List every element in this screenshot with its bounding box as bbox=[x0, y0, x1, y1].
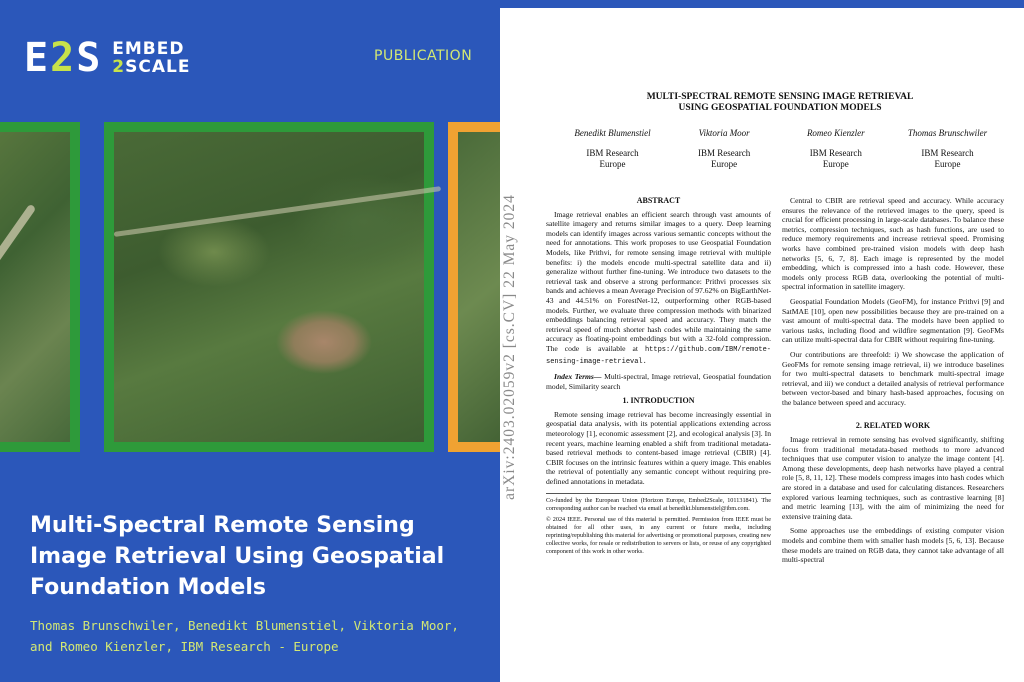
paper-author: Benedikt Blumenstiel IBM Research Europe bbox=[574, 128, 651, 169]
paper-column-right bbox=[782, 196, 1004, 570]
code-link[interactable]: https://github.com/IBM/remote-sensing-image-retrieval. bbox=[546, 345, 772, 366]
paper-authors bbox=[560, 128, 1000, 170]
satellite-tile-left bbox=[0, 122, 80, 452]
introduction-text: Remote sensing image retrieval has become increasingly essential in geospatial data analysis, with its potential applications extending across meteorology [1], economic assessment [2], and ecological analysis [3]. In recent years, machine learning enabled a shift from traditional metadata-based retrieval methods to content-based image retrieval (CBIR) [4]. CBIR focuses on the intrinsic features within a query image. This enables the retrieval of potentially any semantic concept without requiring pre-defined annotations in metadata. bbox=[546, 409, 771, 487]
body-paragraph: Our contributions are threefold: i) We showcase the application of GeoFMs for remote sensing image retrieval, ii) we introduce baselines for two multi-spectral datasets to benchmark multi-spectral image retrieval, and iii) we conduct a detailed analysis of retrieval performance between vector-based and binary hash-based approaches, focusing on the balance between speed and accuracy. bbox=[782, 349, 1004, 407]
body-paragraph: Geospatial Foundation Models (GeoFM), for instance Prithvi [9] and SatMAE [10], open new possibilities because they are pre-trained on a vast amount of multi-spectral data. The models have been applied to various tasks, including flood and wildfire segmentation [9]. GeoFMs can utilize multi-spectral data for CBIR without requiring fine-tuning. bbox=[782, 296, 1004, 345]
publication-title: Multi-Spectral Remote Sensing Image Retrieval Using Geospatial Foundation Models bbox=[30, 513, 445, 600]
paper-author: Thomas Brunschwiler IBM Research Europe bbox=[907, 128, 988, 169]
abstract-text: Image retrieval enables an efficient search through vast amounts of satellite imagery and returns similar images to a query. Deep learning models can identify images across various semantic concepts without the need for annotations. This work proposes to use Geospatial Foundation Models, like Prithvi, for remote sensing image retrieval with multiple benefits: i) the models encode multi-spectral satellite data and ii) generalize without further fine-tuning. We introduce two datasets to the retrieval task and observe a strong performance: Prithvi processes six bands and achieves a mean Average Precision of 97.62% on BigEarthNet-43 and 44.51% on ForestNet-12, outperforming other RGB-based models. Further, we evaluate three compression methods with binarized embeddings balancing retrieval speed and accuracy. They match the retrieval speed of much shorter hash codes while maintaining the same accuracy as floating-point embeddings but with a 32-fold compression. The code is available at https://github.com/IBM/remote-sensing-image-retrieval. bbox=[546, 209, 772, 366]
logo-mark: E2S bbox=[24, 35, 103, 81]
paper-title: MULTI-SPECTRAL REMOTE SENSING IMAGE RETRIEVAL USING GEOSPATIAL FOUNDATION MODELS bbox=[646, 92, 914, 113]
satellite-image-strip bbox=[0, 120, 500, 455]
related-work-heading: 2. RELATED WORK bbox=[855, 421, 931, 431]
publication-authors: Thomas Brunschwiler, Benedikt Blumenstiel, Viktoria Moor, and Romeo Kienzler, IBM Research - Europe bbox=[30, 618, 459, 654]
introduction-heading: 1. INTRODUCTION bbox=[622, 396, 695, 406]
body-paragraph: Image retrieval in remote sensing has evolved significantly, shifting focus from traditional metadata-based methods to more advanced techniques that use computer vision to analyze the image content [4]. Among these developments, deep hash networks have played a central role [5, 8, 11, 12]. These models compress images into hash codes which are stored in a database and used for calculating distances. Researchers explored various learning techniques, such as contrastive learning [8] and metric learning [13], with the aim of minimizing the need for extensive training data. bbox=[782, 435, 1004, 521]
publication-tag: PUBLICATION bbox=[374, 48, 473, 64]
satellite-tile-right bbox=[448, 122, 500, 452]
index-terms: Index Terms— Multi-spectral, Image retrieval, Geospatial foundation model, Similarity search bbox=[546, 372, 771, 391]
footnote: Co-funded by the European Union (Horizon Europe, Embed2Scale, 101131841). The corresponding author can be reached via email at benedikt.blumenstiel@ibm.com. © 2024 IEEE. Personal use of this material is permitted. Permission from IEEE must be obtained for all other uses, in any current or future media, including reprinting/republishing this material for advertising or promotional purposes, creating new collective works, for resale or redistribution to servers or lists, or reuse of any copyrighted component of this work in other works. bbox=[546, 493, 771, 556]
body-paragraph: Central to CBIR are retrieval speed and accuracy. While accuracy ensures the relevance of the retrieved images to the query, speed is crucial for efficient processing in large-scale databases. To balance these metrics, compression techniques, such as hash functions, are used to reduce memory requirements and increase retrieval speed. Promising works have combined pre-trained vision models with deep hash networks [5, 6, 7, 8]. Each image is represented by the model embedding, which is compressed into a hash code. However, these models only process RGB data, overlooking the potential of multi-spectral information in satellite imagery. bbox=[782, 196, 1004, 292]
e2s-logo[interactable] bbox=[24, 35, 191, 81]
paper-page bbox=[500, 8, 1024, 682]
satellite-tile-query bbox=[104, 122, 434, 452]
paper-column-left bbox=[546, 196, 771, 556]
paper-author: Viktoria Moor IBM Research Europe bbox=[698, 128, 751, 169]
logo-wordmark: EMBED 2SCALE bbox=[112, 39, 191, 77]
body-paragraph: Some approaches use the embeddings of existing computer vision models and combine them with smaller hash models [5, 6, 13]. Because these models are trained on RGB data, they cannot take advantage of all multi-spectral bbox=[782, 526, 1004, 565]
abstract-heading: ABSTRACT bbox=[636, 196, 681, 205]
arxiv-stamp: arXiv:2403.02059v2 [cs.CV] 22 May 2024 bbox=[501, 194, 518, 500]
paper-author: Romeo Kienzler IBM Research Europe bbox=[806, 128, 865, 169]
